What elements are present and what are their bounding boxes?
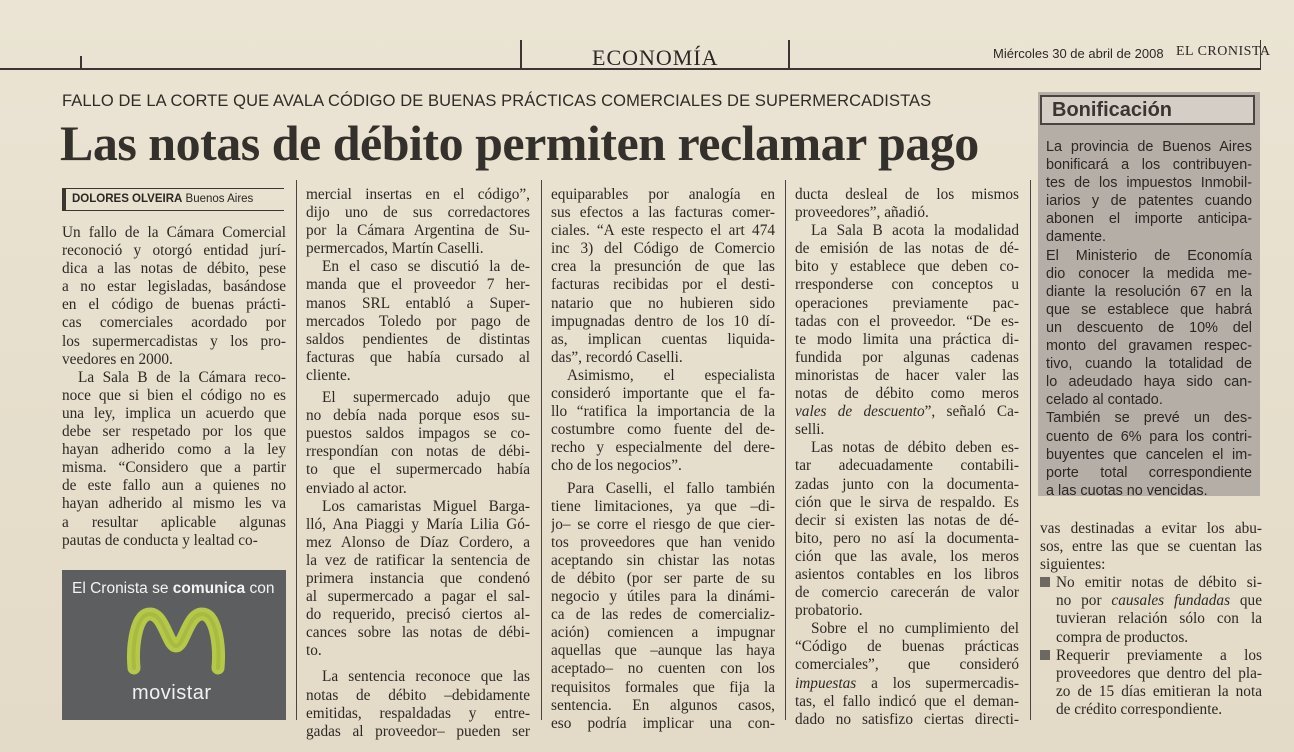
text-line: Requerir previamente a los: [1040, 647, 1262, 665]
text-line: compra de productos.: [1056, 628, 1189, 646]
text-line: “Código de buenas prácticas: [795, 638, 1019, 656]
text-line: una ley, implica un acuerdo que: [62, 404, 286, 422]
text-line: notas de débito –debidamente: [306, 686, 530, 704]
text-line: decir si existen las notas de dé-: [795, 511, 1019, 529]
sidebar-line: que se establece que habrá: [1046, 301, 1252, 318]
text-line: de comercio carecerán de valor: [795, 584, 1019, 602]
text-line: tadas con el proveedor. “De es-: [795, 312, 1019, 330]
text-line: mercados Toledo por pago de: [306, 312, 530, 330]
sidebar-line: monto del gravamen respec-: [1046, 338, 1252, 355]
sidebar-line: El Ministerio de Economía: [1046, 247, 1252, 264]
text-line: zo de 15 días emitieran la nota: [1056, 682, 1262, 700]
publication-date: Miércoles 30 de abril de 2008: [993, 46, 1164, 61]
sidebar-line: damente.: [1046, 229, 1107, 246]
bullet-icon: [1040, 650, 1050, 660]
text-line: negocio y útiles para la dinámi-: [551, 588, 775, 606]
text-line: tiene limitaciones, ya que –di-: [551, 497, 775, 515]
text-line: noce que si bien el código no es: [62, 386, 286, 404]
text-line: no debía nada porque esos su-: [306, 407, 530, 425]
text-line: en el código de buenas prácti-: [62, 296, 286, 314]
text-line: as, implican cuentas liquida-: [551, 330, 775, 348]
text-line: cas comerciales acordado por: [62, 314, 286, 332]
text-line: costumbre como fuente del de-: [551, 421, 775, 439]
text-line: impuestas a los supermercadis-: [795, 674, 1019, 692]
text-line: selli.: [795, 421, 825, 439]
article-column-5: [1040, 520, 1262, 719]
text-line: los supermercadistas y los pro-: [62, 332, 286, 350]
text-line: manda que el proveedor 7 her-: [306, 276, 530, 294]
text-line: misma. “Considero que a partir: [62, 459, 286, 477]
text-line: ducta desleal de los mismos: [795, 186, 1019, 203]
sidebar-line: iarios y de patentes cuando: [1046, 193, 1252, 210]
column-rule: [296, 180, 297, 720]
text-line: cances sobre las notas de débi-: [306, 624, 530, 642]
text-line: sentencia. En algunos casos,: [551, 696, 775, 714]
text-line: llo “ratifica la importancia de la: [551, 403, 775, 421]
text-line: das”, recordó Caselli.: [551, 348, 683, 366]
text-line: jo– se corre el riesgo de que cier-: [551, 515, 775, 533]
header-tick: [520, 40, 522, 70]
text-line: aceptado– no cuenten con los: [551, 660, 775, 678]
text-line: no por causales fundadas que: [1056, 592, 1262, 610]
text-line: requisitos formales que fija la: [551, 678, 775, 696]
text-line: ción que las avale, los meros: [795, 547, 1019, 565]
column-rule: [541, 180, 542, 720]
text-line: de este fallo aun a quienes no: [62, 477, 286, 495]
text-line: Los camaristas Miguel Barga-: [322, 497, 530, 515]
text-line: ación) comiencen a impugnar: [551, 624, 775, 642]
text-line: notas de débito como meros: [795, 385, 1019, 403]
byline-author: DOLORES OLVEIRA: [72, 193, 183, 205]
text-line: to.: [306, 642, 322, 660]
text-line: minoristas de hacer valer las: [795, 366, 1019, 384]
bullet-icon: [1040, 577, 1050, 587]
text-line: proveedores que dentro del pla-: [1056, 664, 1262, 682]
ad-slogan-suffix: con: [249, 580, 275, 597]
text-line: aceptando sin chistar las notas: [551, 551, 775, 569]
text-line: emitidas, respaldadas y entre-: [306, 704, 530, 722]
text-line: rresponderse con conceptos u: [795, 276, 1019, 294]
sidebar-line: diante la resolución 67 en la: [1046, 283, 1252, 300]
text-line: manos SRL entabló a Super-: [306, 294, 530, 312]
text-line: de emisión de las notas de dé-: [795, 240, 1019, 258]
byline: [62, 188, 284, 211]
byline-place: Buenos Aires: [185, 193, 254, 205]
text-line: En el caso se discutió la de-: [322, 258, 530, 276]
sidebar-line: bonificará a los contribuyen-: [1046, 157, 1252, 174]
text-line: hayan adherido al mismo les va: [62, 495, 286, 513]
text-line: a no estar legisladas, basándose: [62, 278, 286, 296]
text-line: bito, pero no así la documenta-: [795, 529, 1019, 547]
sidebar-line: porte total correspondiente: [1046, 464, 1252, 481]
text-line: cliente.: [306, 366, 351, 384]
sidebar-line: La provincia de Buenos Aires: [1046, 139, 1252, 155]
text-line: tar adecuadamente contabili-: [795, 457, 1019, 475]
sidebar-line: tes de los impuestos Inmobil-: [1046, 175, 1252, 192]
text-line: por la Cámara Argentina de Su-: [306, 222, 530, 240]
article-column-1: [62, 224, 286, 550]
sidebar-line: celado al contado.: [1046, 392, 1163, 409]
sidebar-line: lo adeudado haya sido can-: [1046, 374, 1252, 391]
column-rule: [785, 180, 786, 720]
sidebar-line: a las cuotas no vencidas.: [1046, 482, 1208, 499]
text-line: operaciones previamente pac-: [795, 294, 1019, 312]
text-line: comerciales”, que consideró: [795, 656, 1019, 674]
text-line: sus efectos a las facturas comer-: [551, 204, 775, 222]
article-column-3: [551, 186, 775, 733]
text-line: proveedores”, añadió.: [795, 204, 929, 222]
text-line: vas destinadas a evitar los abu-: [1040, 520, 1262, 537]
text-line: de crédito correspondiente.: [1056, 700, 1223, 718]
text-line: lló, Ana Piaggi y María Lilia Gó-: [306, 515, 530, 533]
text-line: la vez de ratificar la sentencia de: [306, 551, 530, 569]
sidebar-body: [1046, 138, 1252, 500]
text-line: facturas recibidas por el desti-: [551, 276, 775, 294]
text-line: reconoció y otorgó entidad jurí-: [62, 242, 286, 260]
text-line: al supermercado a pagar el sal-: [306, 588, 530, 606]
text-line: ciales. “A este respecto el art 474: [551, 222, 775, 240]
text-line: a resultar aplicable algunas: [62, 513, 286, 531]
text-line: aquellas que –aunque las haya: [551, 642, 775, 660]
text-line: primera instancia que condenó: [306, 569, 530, 587]
text-line: tuvieran relación sólo con la: [1056, 610, 1262, 628]
text-line: impugnadas dentro de los 10 dí-: [551, 312, 775, 330]
text-line: asientos contables en los libros: [795, 565, 1019, 583]
text-line: dijo uno de sus corredactores: [306, 204, 530, 222]
text-line: tas, el fallo indicó que el deman-: [795, 692, 1019, 710]
movistar-logo-icon: [126, 606, 226, 676]
text-line: No emitir notas de débito si-: [1040, 574, 1262, 592]
article-column-2: [306, 186, 530, 741]
article-headline: Las notas de débito permiten reclamar pago: [60, 115, 979, 171]
text-line: ca de las redes de comercializ-: [551, 606, 775, 624]
text-line: cho de los negocios”.: [551, 457, 682, 475]
text-line: rrespondían con notas de débi-: [306, 443, 530, 461]
text-line: pautas de conducta y lealtad co-: [62, 531, 258, 549]
text-line: facturas que había cursado al: [306, 348, 530, 366]
newspaper-brand: EL CRONISTA: [1176, 44, 1271, 59]
text-line: crea la presunción de que las: [551, 258, 775, 276]
text-line: Un fallo de la Cámara Comercial: [62, 224, 286, 241]
text-line: Para Caselli, el fallo también: [567, 479, 775, 497]
text-line: mez Alonso de Díaz Cordero, a: [306, 533, 530, 551]
text-line: siguientes:: [1040, 556, 1106, 574]
section-name: ECONOMÍA: [592, 45, 719, 70]
sidebar-line: un descuento de 10% del: [1046, 319, 1252, 336]
text-line: bito y establece que deben co-: [795, 258, 1019, 276]
text-line: mercial insertas en el código”,: [306, 186, 530, 203]
article-kicker: FALLO DE LA CORTE QUE AVALA CÓDIGO DE BUENAS PRÁCTICAS COMERCIALES DE SUPERMERCADISTAS: [62, 92, 932, 110]
sidebar-title: Bonificación: [1052, 99, 1173, 121]
ad-wordmark: movistar: [132, 682, 212, 704]
text-line: Sobre el no cumplimiento del: [811, 620, 1019, 638]
text-line: vales de descuento”, señaló Ca-: [795, 403, 1019, 421]
text-line: tos proveedores que han venido: [551, 533, 775, 551]
text-line: ción que le sirva de respaldo. Es: [795, 493, 1019, 511]
sidebar-line: También se prevé un des-: [1046, 410, 1252, 427]
text-line: te modo limita una práctica di-: [795, 330, 1019, 348]
ad-slogan-bold: comunica: [172, 580, 246, 597]
text-line: dica a las notas de débito, pese: [62, 260, 286, 278]
text-line: permercados, Martín Caselli.: [306, 240, 484, 258]
column-rule: [1030, 180, 1031, 720]
sidebar-line: cuento de 6% para los contri-: [1046, 428, 1252, 445]
text-line: eso podría implicar una con-: [551, 714, 775, 732]
text-line: veedores en 2000.: [62, 350, 173, 368]
text-line: equiparables por analogía en: [551, 186, 775, 203]
text-line: to que el supermercado había: [306, 461, 530, 479]
text-line: recho y especialmente del dere-: [551, 439, 775, 457]
text-line: gadas al proveedor– pueden ser: [306, 722, 530, 740]
text-line: debe ser respetado por los que: [62, 423, 286, 441]
sidebar-line: abonen el importe anticipa-: [1046, 211, 1252, 228]
text-line: La sentencia reconoce que las: [322, 668, 530, 686]
sidebar-header: [1040, 95, 1255, 125]
sidebar-line: buyentes que cancelen el im-: [1046, 446, 1252, 463]
ad-slogan-prefix: El Cronista se: [72, 580, 169, 597]
text-line: dado no satisfizo ciertas directi-: [795, 710, 1019, 728]
sidebar-line: dio conocer la medida me-: [1046, 265, 1252, 282]
text-line: El supermercado adujo que: [322, 389, 530, 407]
text-line: consideró importante que el fa-: [551, 385, 775, 403]
text-line: saldos pendientes de distintas: [306, 330, 530, 348]
text-line: inc 3) del Código de Comercio: [551, 240, 775, 258]
article-column-4: [795, 186, 1019, 729]
text-line: Las notas de débito deben es-: [811, 439, 1019, 457]
text-line: fundida por algunas cadenas: [795, 348, 1019, 366]
text-line: sos, entre las que se cuentan las: [1040, 538, 1262, 556]
text-line: de débito (por ser parte de su: [551, 569, 775, 587]
text-line: zadas junto con la documenta-: [795, 475, 1019, 493]
text-line: enviado al actor.: [306, 479, 407, 497]
text-line: Asimismo, el especialista: [567, 366, 775, 384]
sidebar-line: tivo, cuando la totalidad de: [1046, 356, 1252, 373]
ad-slogan: [72, 580, 282, 598]
text-line: La Sala B acota la modalidad: [811, 222, 1019, 240]
text-line: probatorio.: [795, 602, 863, 620]
text-line: hayan adherido como a la ley: [62, 441, 286, 459]
text-line: puestos saldos impagos se co-: [306, 425, 530, 443]
text-line: do requerido, precisó ciertos al-: [306, 606, 530, 624]
text-line: natario que no hubieren sido: [551, 294, 775, 312]
text-line: La Sala B de la Cámara reco-: [78, 368, 286, 386]
header-tick: [788, 40, 790, 70]
header-tick: [80, 56, 82, 70]
